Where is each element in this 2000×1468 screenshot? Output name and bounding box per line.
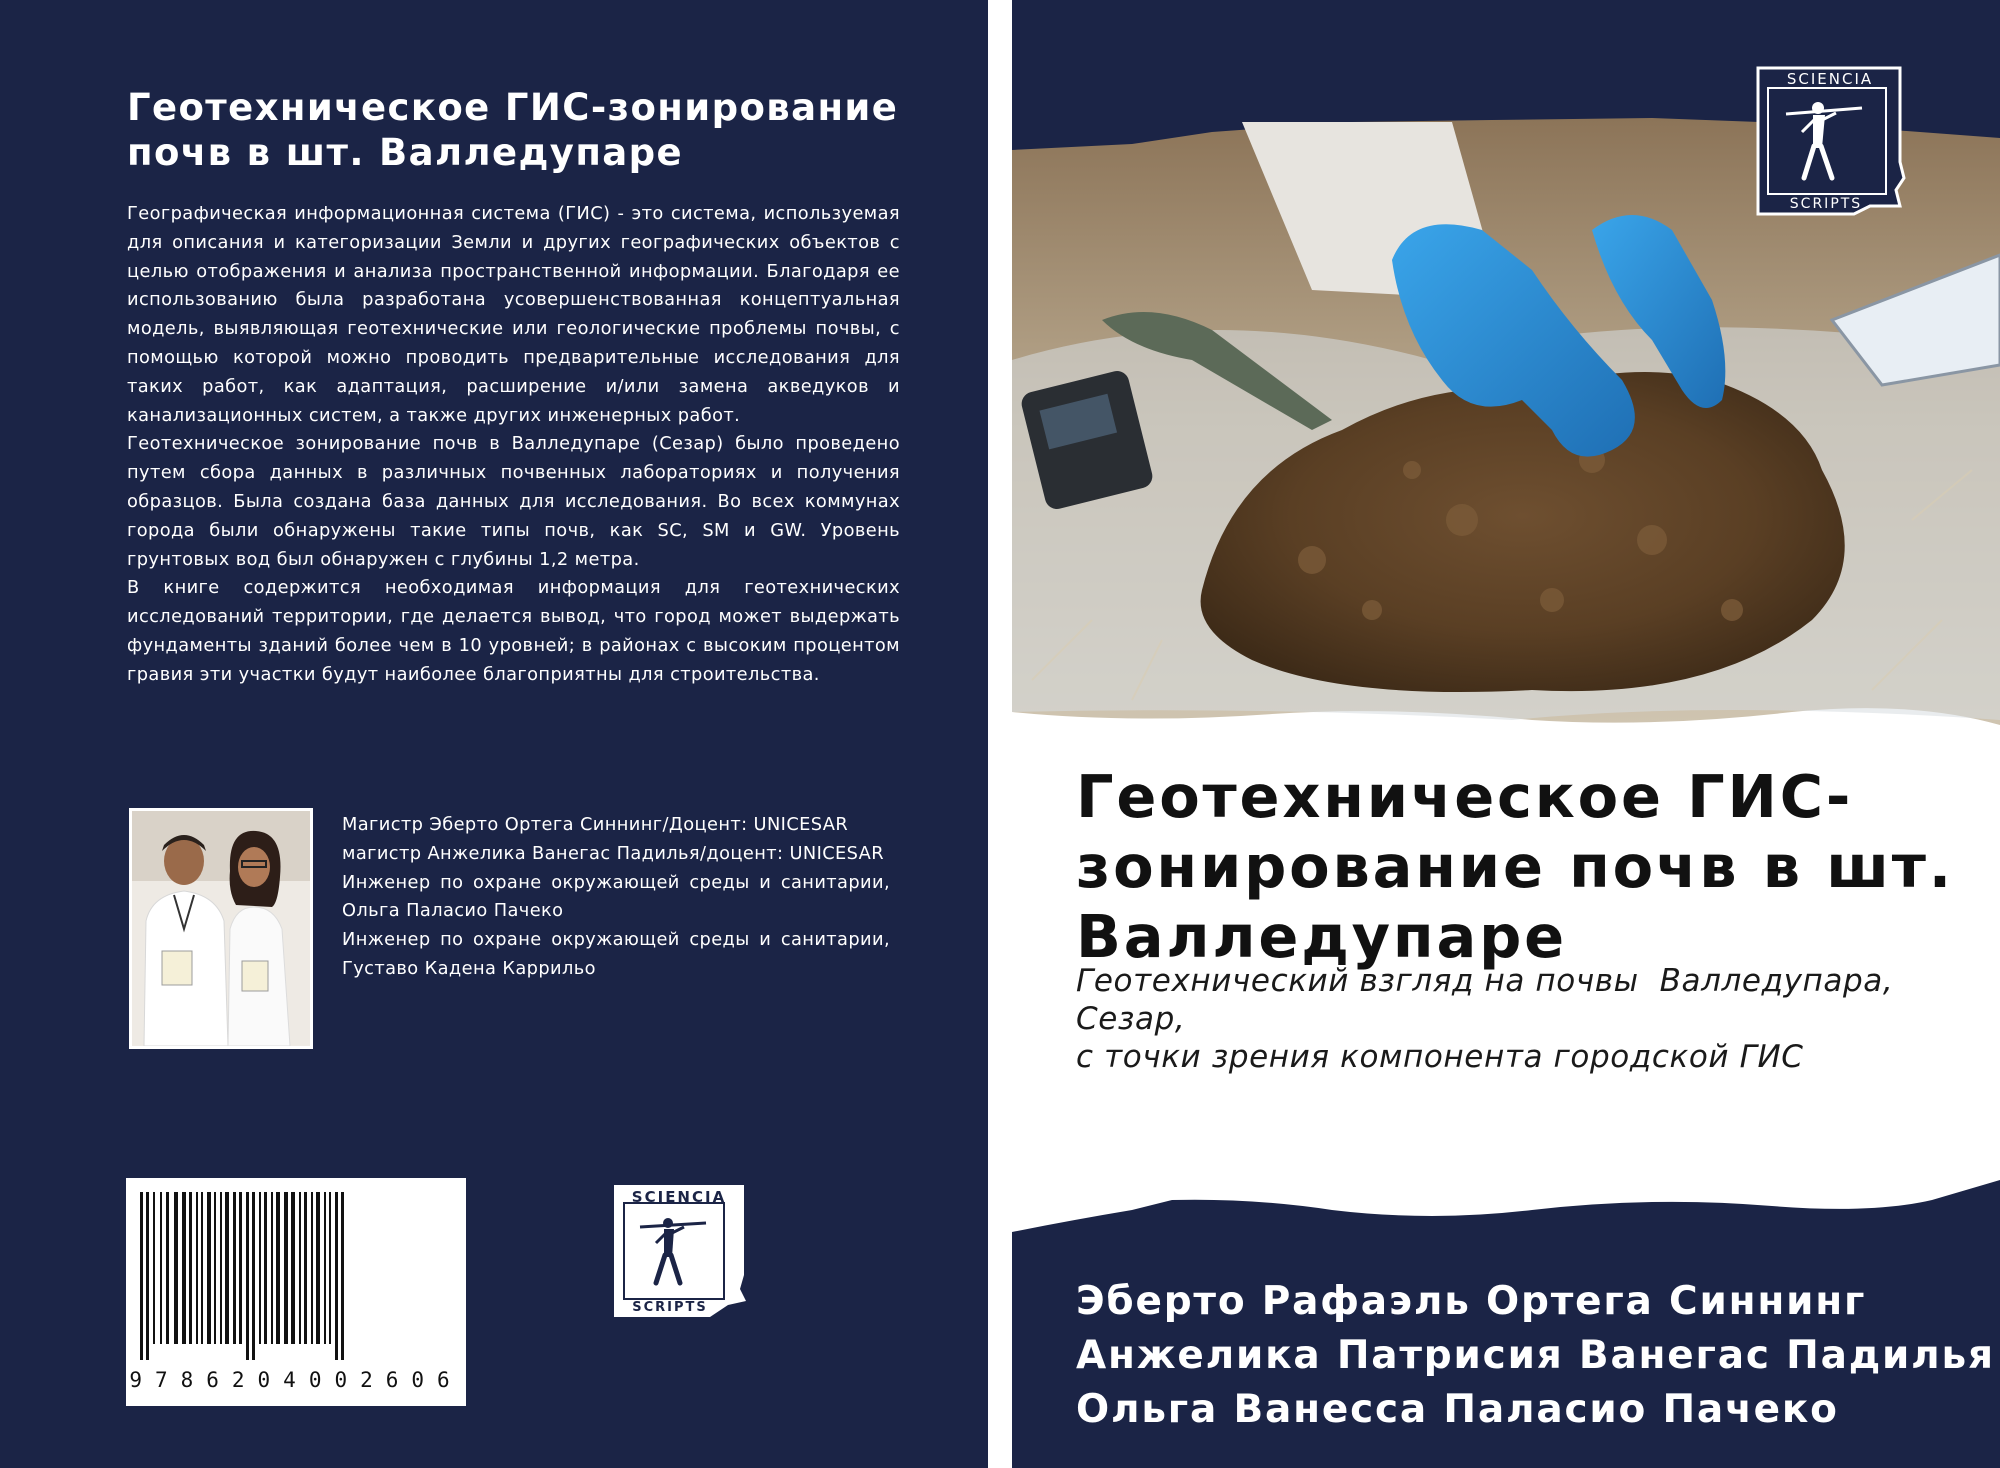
barcode-bar [271,1192,273,1344]
barcode-bar [246,1192,249,1360]
front-cover [1012,0,2000,1468]
barcode-bar [201,1192,203,1344]
author-bio-3: Инженер по охране окружающей среды и санитарии, Ольга Паласио Пачеко [342,871,890,922]
barcode-bar [276,1192,280,1344]
barcode-bar [311,1192,313,1344]
subtitle-line-1: Геотехнический взгляд на почвы Валледупара, [1076,963,1894,999]
barcode-bar [304,1192,307,1344]
author-photo [129,808,313,1049]
barcode-bar [207,1192,211,1344]
barcode-bar [220,1192,222,1344]
book-spine [988,0,1012,1468]
author-bio-4: Инженер по охране окружающей среды и санитарии, Густаво Кадена Каррильо [342,929,890,979]
logo-text-top: SCIENCIA [631,1188,727,1206]
barcode-bar [174,1192,178,1344]
author-name-1: Эберто Рафаэль Ортега Синнинг [1076,1279,1867,1324]
front-cover-title: Геотехническое ГИС-зонирование почв в шт. Валледупаре [1076,762,1954,971]
barcode-bar [225,1192,229,1344]
front-cover-subtitle [1076,962,1956,1076]
isbn-barcode [126,1178,466,1406]
description-paragraph-1: Географическая информационная система (ГИС) - это система, используемая для описания и категоризации Земли и других географических объектов с целью отображения и анализа пространственной информации. Благодаря ее использованию была разработана усовершенствованная концептуальная модель, выявляющая геотехнические или геологические проблемы почвы, с помощью которой можно проводить предварительные исследования для таких работ, как адаптация, расширение и/или замена акведуков и канализационных систем, а также других инженерных работ. [127,203,900,426]
barcode-bar [182,1192,186,1344]
subtitle-line-2: Сезар, [1076,1001,1186,1037]
barcode-bar [140,1192,143,1360]
barcode-bar [329,1192,331,1344]
description-paragraph-3: В книге содержится необходимая информация для геотехнических исследований территории, где делается вывод, что город может выдержать фундаменты зданий более чем в 10 уровней; в районах с высоким процентом гравия эти участки будут наиболее благоприятны для строительства. [127,577,900,685]
author-name-3: Ольга Ванесса Паласио Пачеко [1076,1387,1839,1432]
front-logo-text-top: SCIENCIA [1786,70,1874,88]
barcode-bar [233,1192,236,1344]
barcode-bar [324,1192,326,1344]
barcode-bar [214,1192,216,1344]
logo-text-bottom: SCRIPTS [632,1300,708,1315]
author-name-2: Анжелика Патрисия Ванегас Падилья [1076,1333,1995,1378]
barcode-bar [196,1192,198,1344]
barcode-bar [160,1192,162,1344]
barcode-bar [299,1192,301,1344]
back-cover [0,0,988,1468]
barcode-bar [341,1192,344,1360]
description-paragraph-2: Геотехническое зонирование почв в Валледупаре (Сезар) было проведено путем сбора данных в различных почвенных лабораториях и получения образцов. Была создана база данных для исследования. Во всех коммунах города были обнаружены такие типы почв, как SC, SM и GW. Уровень грунтовых вод был обнаружен с глубины 1,2 метра. [127,433,900,570]
barcode-bar [166,1192,169,1344]
barcode-bar [284,1192,288,1344]
back-cover-description [127,200,900,690]
author-bio-2: магистр Анжелика Ванегас Падилья/доцент: UNICESAR [342,842,885,864]
sciencia-scripts-logo [610,1183,748,1319]
sciencia-scripts-logo-front [1750,66,1910,216]
barcode-bar [335,1192,338,1360]
barcode-bar [259,1192,261,1344]
subtitle-line-3: с точки зрения компонента городской ГИС [1076,1039,1804,1075]
barcode-bar [316,1192,320,1344]
author-bio-1: Магистр Эберто Ортега Синнинг/Доцент: UNICESAR [342,814,849,835]
back-cover-title: Геотехническое ГИС-зонирование почв в шт. Валледупаре [127,86,899,174]
barcode-bar [239,1192,242,1344]
barcode-bar [189,1192,192,1344]
barcode-bar [146,1192,149,1360]
isbn-number: 9786204002606 [129,1368,463,1392]
barcode-bar [153,1192,155,1344]
front-cover-authors [1076,1275,1996,1437]
barcode-bar [264,1192,267,1344]
barcode-bar [291,1192,295,1344]
front-logo-text-bottom: SCRIPTS [1789,196,1863,212]
barcode-bars [136,1192,456,1364]
barcode-bar [252,1192,255,1360]
author-bios [342,811,890,984]
